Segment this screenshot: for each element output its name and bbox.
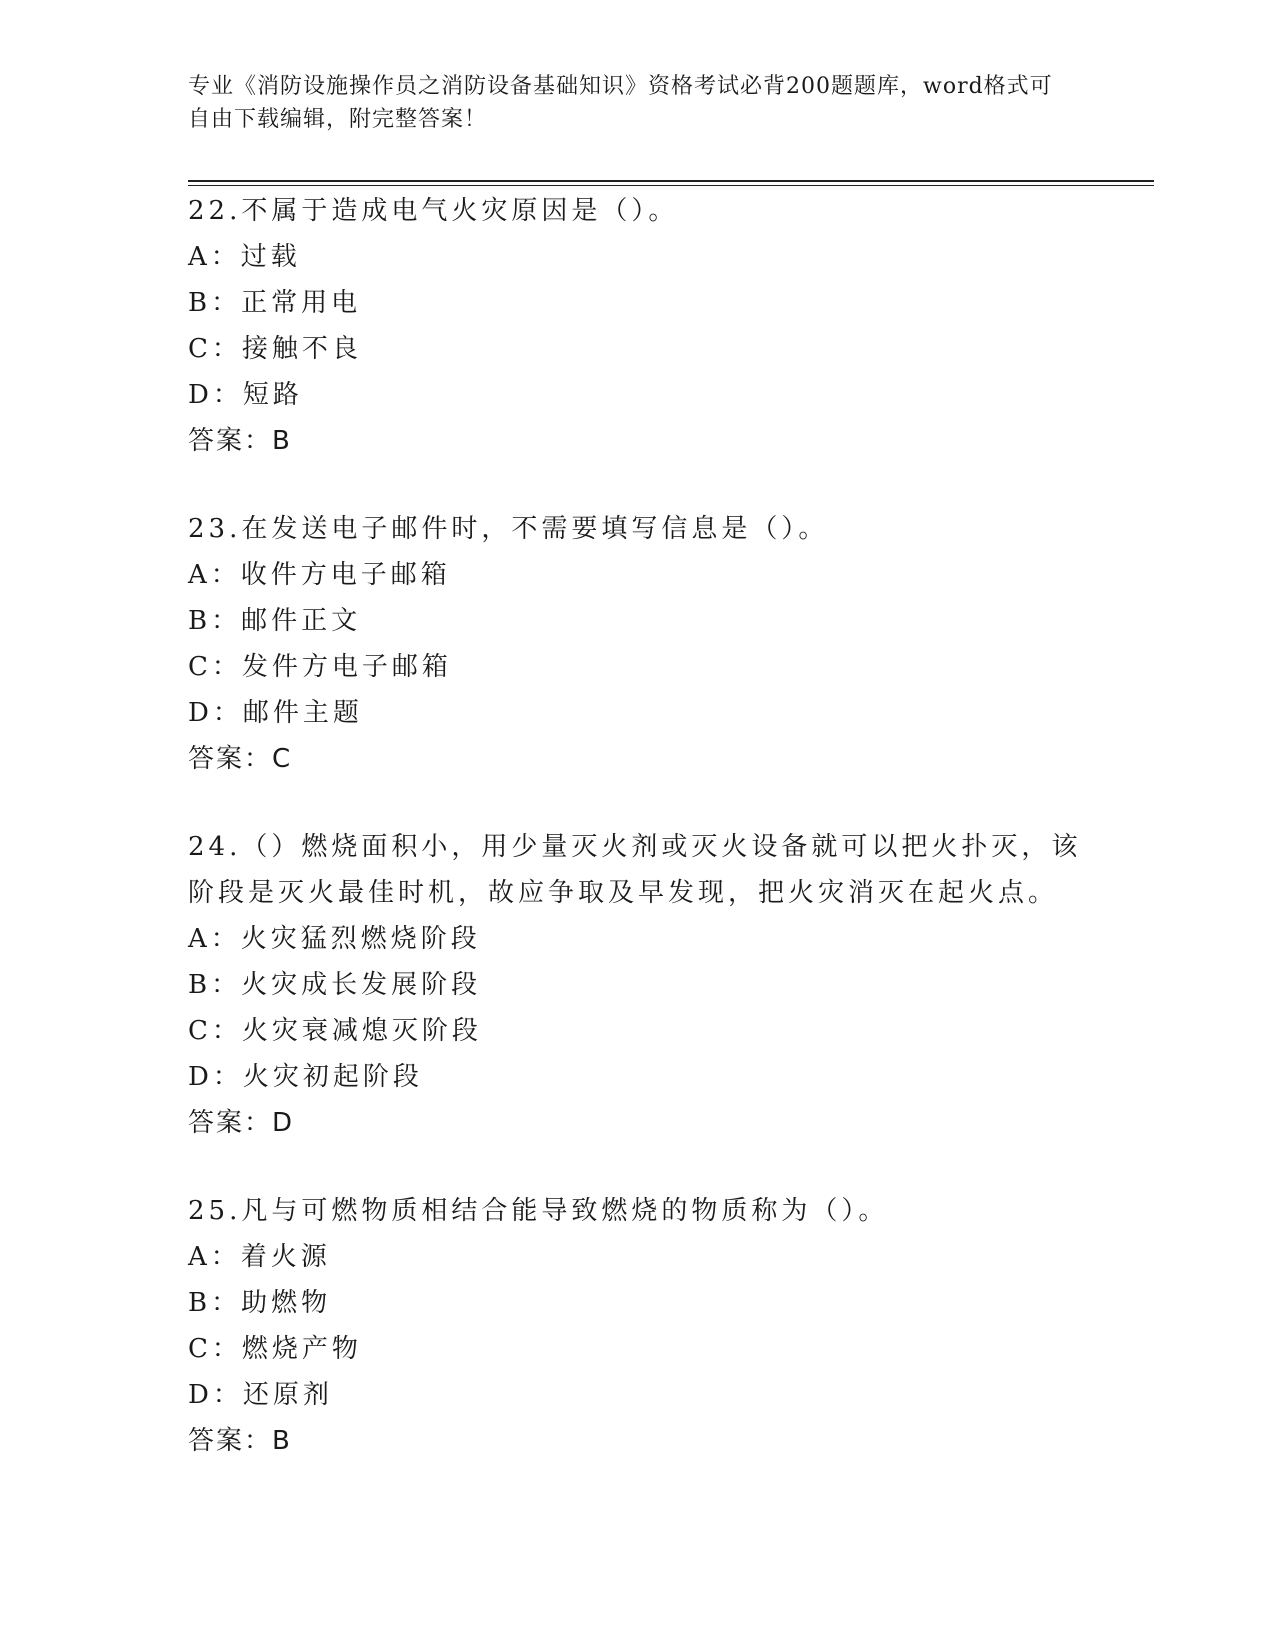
- question-24: [188, 824, 1088, 1146]
- option-d: D：短路: [188, 380, 303, 410]
- option-a: A：收件方电子邮箱: [188, 560, 451, 590]
- header-rule-thick: [188, 180, 1154, 182]
- option-c: C：发件方电子邮箱: [188, 652, 452, 682]
- answer-line: 答案：D: [188, 1108, 295, 1138]
- option-b: B：火灾成长发展阶段: [188, 970, 482, 1000]
- question-stem: 23.在发送电子邮件时，不需要填写信息是（）。: [188, 514, 829, 544]
- answer-line: 答案：B: [188, 426, 292, 456]
- document-header: 专业《消防设施操作员之消防设备基础知识》资格考试必背200题题库，word格式可自由下载编辑，附完整答案！: [188, 74, 1053, 132]
- header-rule-thin: [188, 185, 1154, 186]
- option-c: C：燃烧产物: [188, 1334, 362, 1364]
- option-a: A：火灾猛烈燃烧阶段: [188, 924, 481, 954]
- question-22: [188, 188, 1088, 464]
- question-stem: 22.不属于造成电气火灾原因是（）。: [188, 196, 679, 226]
- question-stem: 25.凡与可燃物质相结合能导致燃烧的物质称为（）。: [188, 1196, 889, 1226]
- question-23: [188, 506, 1088, 782]
- option-b: B：邮件正文: [188, 606, 362, 636]
- option-b: B：助燃物: [188, 1288, 332, 1318]
- question-stem: 24.（）燃烧面积小，用少量灭火剂或灭火设备就可以把火扑灭，该阶段是灭火最佳时机，故应争取及早发现，把火灾消灭在起火点。: [188, 832, 1082, 908]
- option-a: A：过载: [188, 242, 301, 272]
- option-d: D：还原剂: [188, 1380, 333, 1410]
- option-b: B：正常用电: [188, 288, 362, 318]
- option-a: A：着火源: [188, 1242, 331, 1272]
- question-list: [188, 188, 1088, 1506]
- option-c: C：接触不良: [188, 334, 362, 364]
- option-d: D：邮件主题: [188, 698, 363, 728]
- answer-line: 答案：B: [188, 1426, 292, 1456]
- option-c: C：火灾衰减熄灭阶段: [188, 1016, 482, 1046]
- answer-line: 答案：C: [188, 744, 293, 774]
- option-d: D：火灾初起阶段: [188, 1062, 423, 1092]
- question-25: [188, 1188, 1088, 1464]
